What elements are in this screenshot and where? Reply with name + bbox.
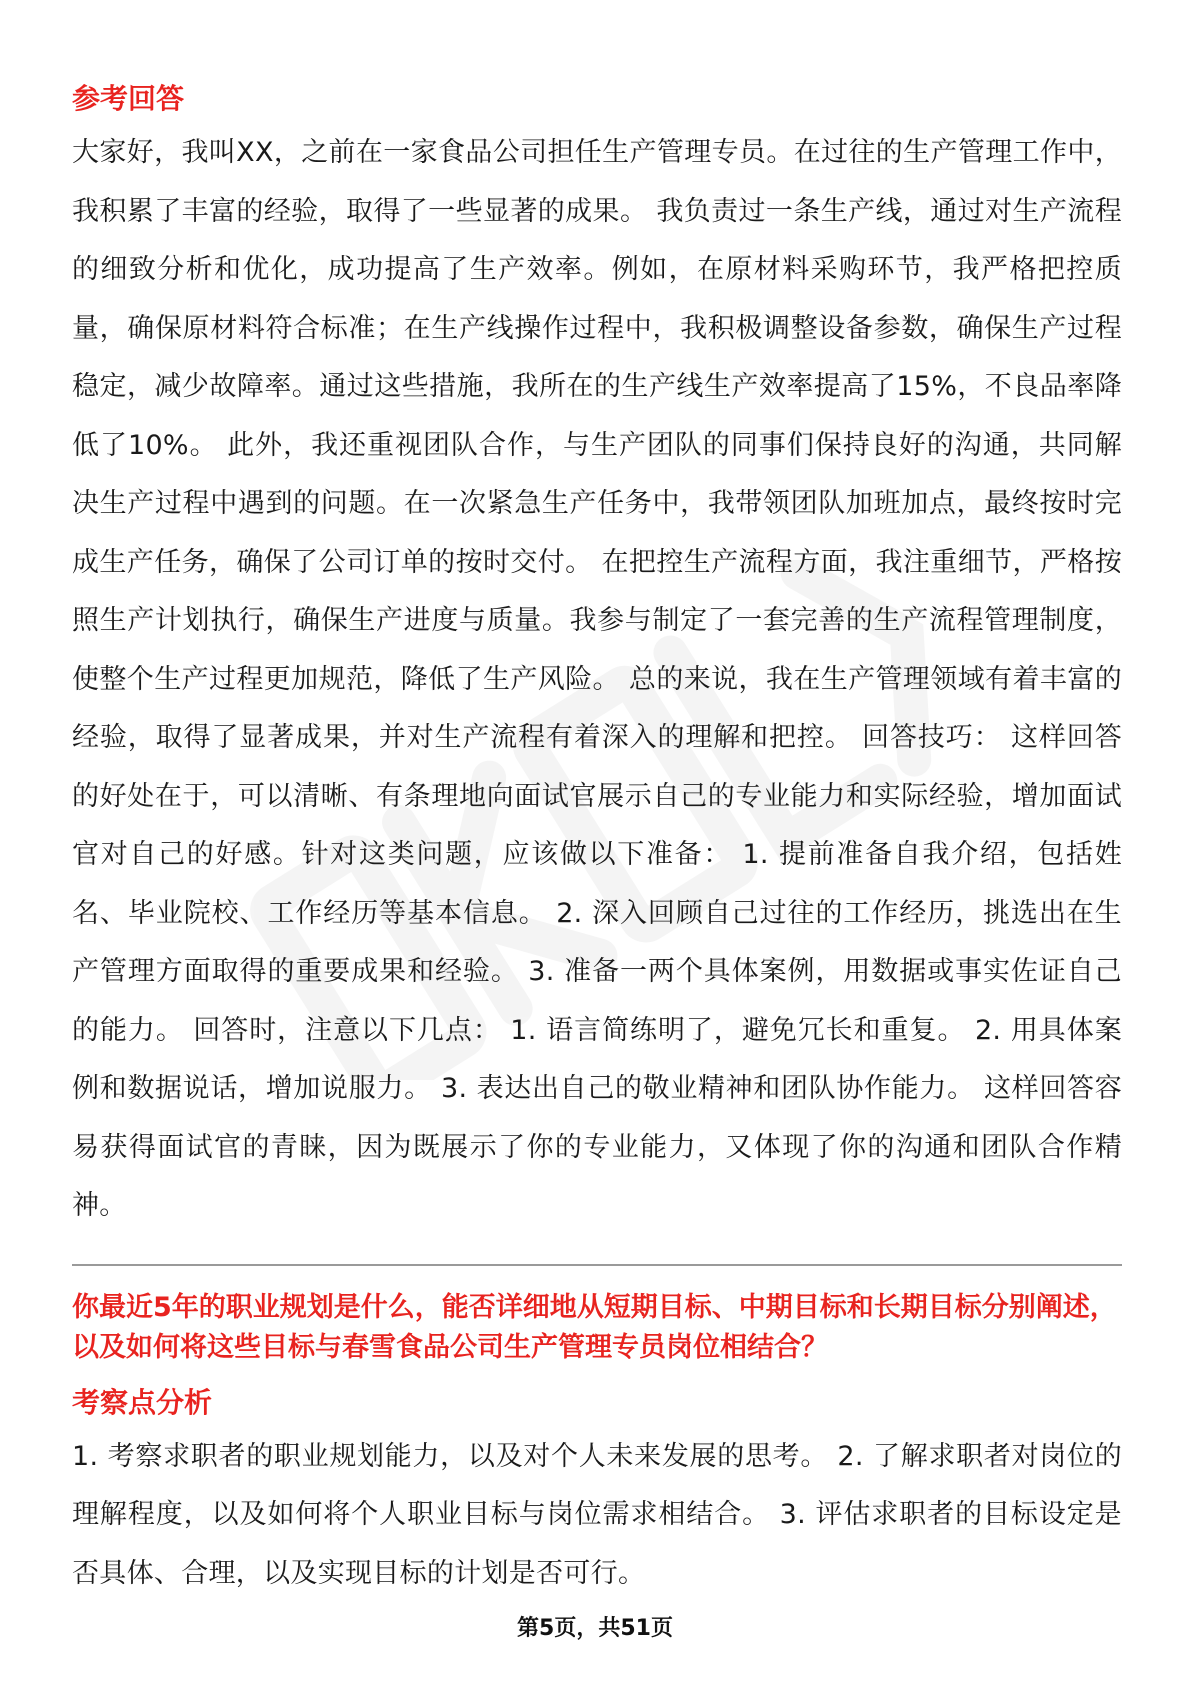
answer-paragraph: 大家好，我叫XX，之前在一家食品公司担任生产管理专员。在过往的生产管理工作中，我积累了丰富的经验，取得了一些显著的成果。 我负责过一条生产线，通过对生产流程的细致分析和优化，成功提高了生产效率。例如，在原材料采购环节，我严格把控质量，确保原材料符合标准；在生产线操作过程中，我积极调整设备参数，确保生产过程稳定，减少故障率。通过这些措施，我所在的生产线生产效率提高了15%，不良品率降低了10%。 此外，我还重视团队合作，与生产团队的同事们保持良好的沟通，共同解决生产过程中遇到的问题。在一次紧急生产任务中，我带领团队加班加点，最终按时完成生产任务，确保了公司订单的按时交付。 在把控生产流程方面，我注重细节，严格按照生产计划执行，确保生产进度与质量。我参与制定了一套完善的生产流程管理制度，使整个生产过程更加规范，降低了生产风险。 总的来说，我在生产管理领域有着丰富的经验，取得了显著成果，并对生产流程有着深入的理解和把控。 回答技巧： 这样回答的好处在于，可以清晰、有条理地向面试官展示自己的专业能力和实际经验，增加面试官对自己的好感。针对这类问题，应该做以下准备： 1. 提前准备自我介绍，包括姓名、毕业院校、工作经历等基本信息。 2. 深入回顾自己过往的工作经历，挑选出在生产管理方面取得的重要成果和经验。 3. 准备一两个具体案例，用数据或事实佐证自己的能力。 回答时，注意以下几点： 1. 语言简练明了，避免冗长和重复。 2. 用具体案例和数据说话，增加说服力。 3. 表达出自己的敬业精神和团队协作能力。 这样回答容易获得面试官的青睐，因为既展示了你的专业能力，又体现了你的沟通和团队合作精神。 <box>72 137 1122 1221</box>
analysis-heading: 考察点分析 <box>72 1385 213 1419</box>
answer-heading: 参考回答 <box>72 82 185 115</box>
page-number: 第5页，共51页 <box>517 1616 673 1641</box>
analysis-paragraph: 1. 考察求职者的职业规划能力，以及对个人未来发展的思考。 2. 了解求职者对岗位的理解程度，以及如何将个人职业目标与岗位需求相结合。 3. 评估求职者的目标设定是否具体、合理，以及实现目标的计划是否可行。 <box>72 1440 1122 1589</box>
section-divider <box>72 1264 1122 1266</box>
interview-question: 你最近5年的职业规划是什么，能否详细地从短期目标、中期目标和长期目标分别阐述，以及如何将这些目标与春雪食品公司生产管理专员岗位相结合？ <box>72 1291 1117 1363</box>
main-content <box>72 78 1122 1603</box>
